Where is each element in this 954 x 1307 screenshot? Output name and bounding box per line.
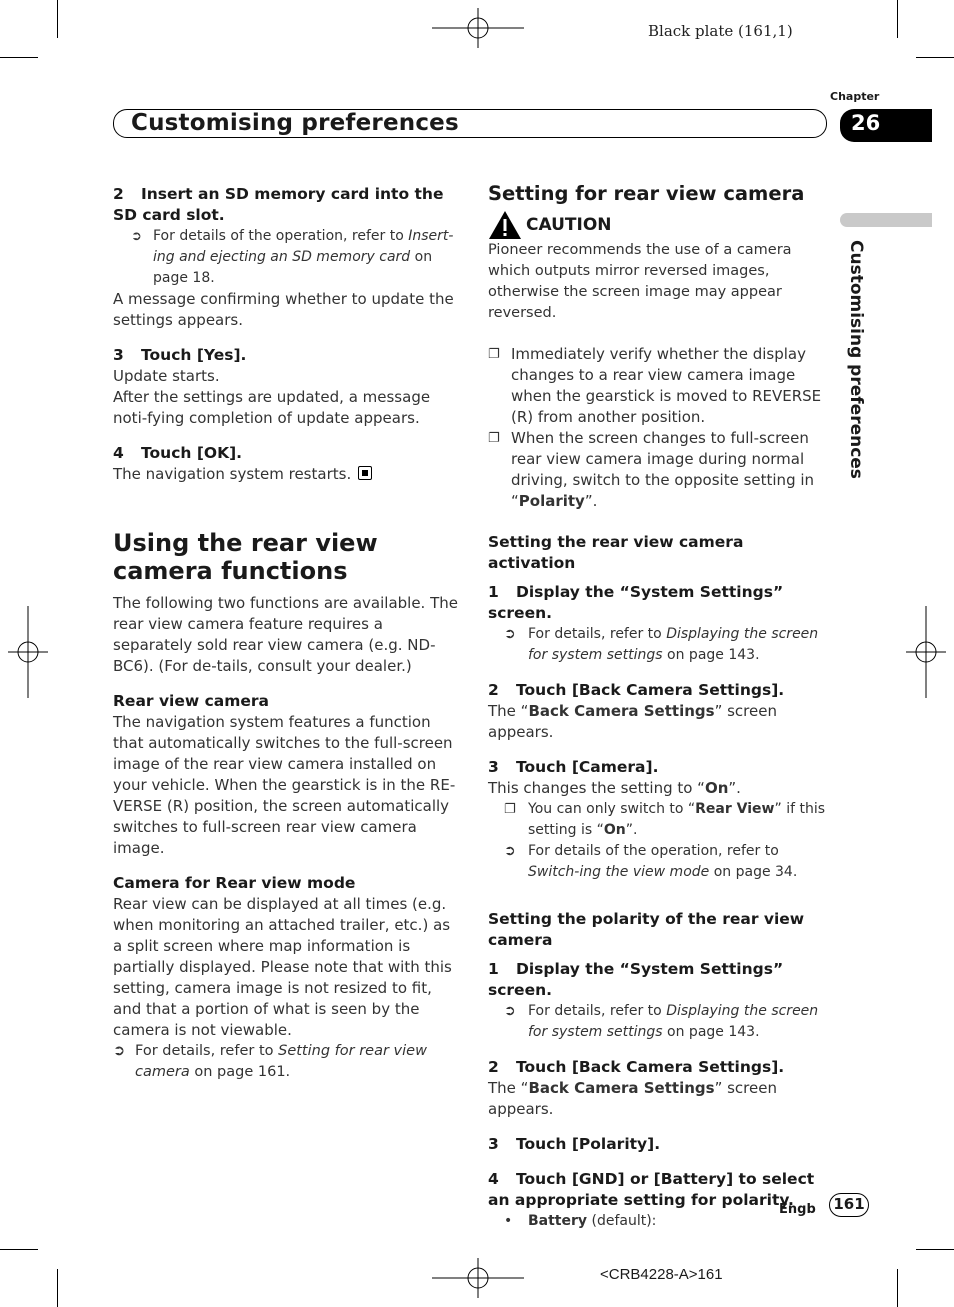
- plate-label: Black plate (161,1): [648, 22, 793, 40]
- crop-mark: [0, 1249, 38, 1250]
- note: ➲ For details of the operation, refer to Insert-ing and ejecting an SD memory card on page 18.: [131, 228, 454, 286]
- step-heading: 4 Touch [OK].: [113, 444, 243, 462]
- step-heading: 1 Display the “System Settings” screen.: [488, 960, 784, 999]
- language-code: Engb: [779, 1202, 816, 1217]
- step-heading: 3 Touch [Camera].: [488, 758, 659, 776]
- body-text: The “Back Camera Settings” screen appears.: [488, 702, 777, 741]
- checkbox-icon: ❐: [488, 431, 500, 446]
- step-heading: 3 Touch [Polarity].: [488, 1135, 661, 1153]
- body-text: This changes the setting to “On”.: [488, 779, 741, 797]
- end-square-icon: [358, 466, 372, 480]
- step-heading: 2 Insert an SD memory card into the SD card slot.: [113, 185, 444, 224]
- note: ➲ For details, refer to Setting for rear view camera on page 161.: [113, 1043, 427, 1080]
- body-text: The navigation system restarts.: [113, 464, 458, 485]
- note: ➲ For details, refer to Displaying the screen for system settings on page 143.: [504, 626, 819, 663]
- step-heading: 4 Touch [GND] or [Battery] to select an appropriate setting for polarity.: [488, 1170, 815, 1209]
- side-tab: [840, 213, 932, 227]
- checkbox-icon: ❐: [488, 347, 500, 362]
- crop-mark: [57, 0, 58, 38]
- caution-label: CAUTION: [526, 214, 612, 235]
- page-title: Customising preferences: [131, 110, 459, 136]
- registration-crosshair-icon: [432, 1258, 524, 1298]
- circled-arrow-icon: ➲: [504, 1003, 516, 1019]
- subheading: Rear view camera: [113, 692, 270, 710]
- right-column: [488, 183, 830, 1232]
- step-heading: 1 Display the “System Settings” screen.: [488, 583, 784, 622]
- registration-crosshair-icon: [906, 606, 946, 698]
- crop-mark: [916, 1249, 954, 1250]
- note: ➲ For details, refer to Displaying the screen for system settings on page 143.: [504, 1003, 819, 1040]
- list-item: ❐ When the screen changes to full-screen rear view camera image during normal driving, switch to the opposite setting in “Polarity”.: [488, 429, 815, 510]
- step-heading: 3 Touch [Yes].: [113, 346, 247, 364]
- section-title: Using the rear view camera functions: [113, 529, 378, 585]
- body-text: A message confirming whether to update the settings appears.: [113, 290, 454, 329]
- circled-arrow-icon: ➲: [131, 229, 142, 244]
- step-heading: 2 Touch [Back Camera Settings].: [488, 1058, 785, 1076]
- crop-mark: [0, 57, 38, 58]
- registration-crosshair-icon: [432, 8, 524, 48]
- document-code: <CRB4228-A>161: [600, 1266, 723, 1283]
- body-text: After the settings are updated, a message noti-fying completion of update appears.: [113, 388, 431, 427]
- body-text: Rear view can be displayed at all times (e.g. when monitoring an attached trailer, etc.) as a split screen where map information is partially displayed. Please note that with this setting, camera image is not resized to fit, and that a portion of what is seen by the camera is not viewable.: [113, 895, 452, 1039]
- checkbox-icon: ❐: [504, 802, 516, 817]
- note: ➲ For details of the operation, refer to Switch-ing the view mode on page 34.: [504, 843, 798, 880]
- subheading: Setting the polarity of the rear view camera: [488, 910, 805, 949]
- chapter-label: Chapter: [830, 90, 880, 103]
- circled-arrow-icon: ➲: [504, 626, 516, 642]
- chapter-number: 26: [851, 111, 881, 135]
- section-title: Setting for rear view camera: [488, 182, 805, 205]
- body-text: Update starts.: [113, 367, 220, 385]
- left-column: [113, 184, 458, 1083]
- crop-mark: [916, 57, 954, 58]
- list-item: ❐ You can only switch to “Rear View” if this setting is “On”.: [504, 801, 826, 838]
- caution-header: [488, 210, 830, 240]
- crop-mark: [897, 0, 898, 38]
- page-number: 161: [829, 1193, 869, 1217]
- circled-arrow-icon: ➲: [113, 1043, 126, 1059]
- body-text: The navigation system features a function that automatically switches to the full-screen image of the rear view camera installed on your vehicle. When the gearstick is in the RE-VERSE (R) position, the screen automatically switches to full-screen rear view camera image.: [113, 713, 456, 857]
- step-heading: 2 Touch [Back Camera Settings].: [488, 681, 785, 699]
- list-item: • Battery (default):: [488, 1211, 830, 1232]
- circled-arrow-icon: ➲: [504, 843, 516, 859]
- body-text: The “Back Camera Settings” screen appears.: [488, 1079, 777, 1118]
- caution-text: Pioneer recommends the use of a camera which outputs mirror reversed images, otherwise the screen image may appear reversed.: [488, 242, 792, 321]
- crop-mark: [897, 1269, 898, 1307]
- subheading: Camera for Rear view mode: [113, 874, 356, 892]
- subheading: Setting the rear view camera activation: [488, 533, 744, 572]
- body-text: The following two functions are available. The rear view camera feature requires a separately sold rear view camera (e.g. ND-BC6). (For de-tails, consult your dealer.): [113, 594, 458, 675]
- side-tab-label: Customising preferences: [846, 240, 866, 479]
- crop-mark: [57, 1269, 58, 1307]
- registration-crosshair-icon: [8, 606, 48, 698]
- bullet-icon: •: [504, 1213, 513, 1229]
- list-item: ❐ Immediately verify whether the display changes to a rear view camera image when the gearstick is moved to REVERSE (R) from another position.: [488, 345, 822, 426]
- warning-triangle-icon: [488, 210, 522, 240]
